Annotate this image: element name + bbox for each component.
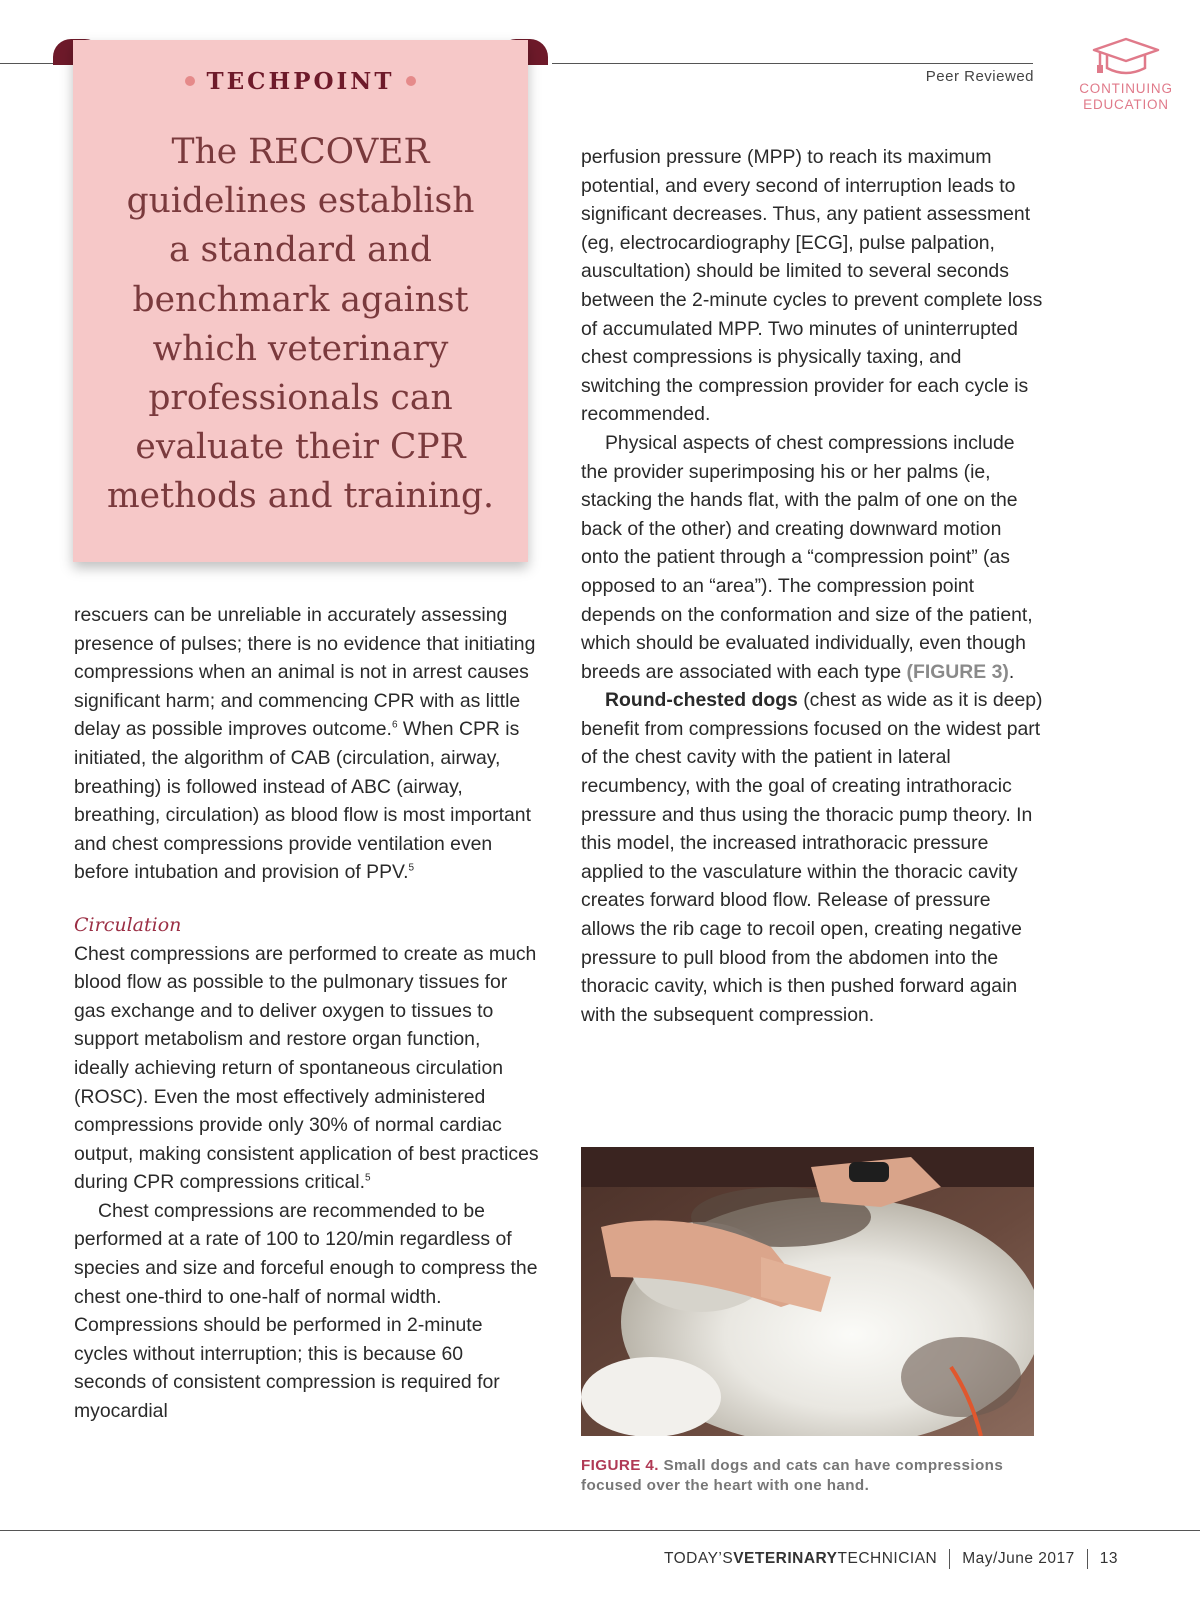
citation-sup: 5: [364, 1172, 371, 1184]
bullet-dot-right: [406, 76, 416, 86]
paragraph: [581, 429, 1043, 686]
brand-suffix: TECHNICIAN: [837, 1550, 938, 1568]
paragraph: [581, 686, 1043, 1029]
right-column: [581, 143, 1043, 1029]
continuing-education-badge: [1063, 36, 1189, 113]
paragraph-text: When CPR is initiated, the algorithm of CAB (circulation, airway, breathing) is followed instead of ABC (airway, breathing, circulation) as blood flow is most important and chest compressions provide ventilation even before intubation and provision of PPV.: [74, 718, 531, 884]
paragraph: [74, 601, 540, 887]
callout-header-text: TECHPOINT: [206, 68, 395, 95]
quote-line: methods and training.: [106, 476, 495, 517]
page-footer: [664, 1549, 1118, 1569]
techpoint-callout: [73, 40, 528, 562]
quote-line: guidelines establish: [126, 181, 475, 222]
quote-line: a standard and: [169, 230, 432, 271]
paragraph-text: .: [1008, 660, 1015, 683]
footer-rule: [0, 1530, 1200, 1531]
footer-separator: [1087, 1549, 1088, 1569]
cat-compression-photo-illustration: [581, 1147, 1034, 1436]
paragraph: [74, 940, 540, 1197]
section-subhead: Circulation: [74, 913, 182, 936]
left-column: [74, 601, 540, 1426]
figure-reference-link[interactable]: (FIGURE 3): [906, 660, 1009, 683]
issue-date: May/June 2017: [962, 1550, 1075, 1568]
paragraph: perfusion pressure (MPP) to reach its maximum potential, and every second of interruption leads to significant decreases. Thus, any patient assessment (eg, electrocardiography [ECG], pulse palpation, auscultation) should be limited to several seconds between the 2-minute cycles to prevent complete loss of accumulated MPP. Two minutes of uninterrupted chest compressions is physically taxing, and switching the compression provider for each cycle is recommended.: [581, 146, 1043, 426]
figure-label: FIGURE 4.: [581, 1457, 659, 1474]
paragraph: Chest compressions are recommended to be performed at a rate of 100 to 120/min regardless of species and size and forceful enough to compress the chest one-third to one-half of normal width. Compressions should be performed in 2-minute cycles without interruption; this is because 60 seconds of consistent compression is required for myocardial: [74, 1199, 538, 1423]
quote-line: benchmark against: [132, 279, 469, 320]
quote-line: The RECOVER: [171, 132, 430, 172]
citation-sup: 5: [408, 862, 415, 874]
paragraph-text: rescuers can be unreliable in accurately assessing presence of pulses; there is no evidence that initiating compressions when an animal is not in arrest causes significant harm; and commencing CPR with as little delay as possible improves outcome.: [74, 604, 536, 741]
footer-separator: [949, 1549, 950, 1569]
callout-header: [73, 68, 528, 95]
quote-line: professionals can: [148, 378, 453, 419]
quote-line: evaluate their CPR: [135, 427, 466, 468]
bullet-dot-left: [185, 76, 195, 86]
ce-line2: EDUCATION: [1083, 97, 1169, 112]
brand-prefix: TODAY’S: [663, 1550, 734, 1568]
paragraph-text: Chest compressions are performed to create as much blood flow as possible to the pulmonary tissues for gas exchange and to deliver oxygen to tissues to support metabolism and restore organ function, ideally achieving return of spontaneous circulation (ROSC). Even the most effectively administered compressions provide only 30% of normal cardiac output, making consistent application of best practices during CPR compressions critical.: [74, 942, 539, 1194]
paragraph-text: (chest as wide as it is deep) benefit from compressions focused on the widest part of the chest cavity with the patient in lateral recumbency, with the goal of creating intrathoracic pressure and thus using the thoracic pump theory. In this model, the increased intrathoracic pressure applied to the vasculature within the thoracic cavity creates forward blood flow. Release of pressure allows the rib cage to recoil open, creating negative pressure to pull blood from the abdomen into the thoracic cavity, which is then pushed forward again with the subsequent compression.: [581, 689, 1043, 1026]
citation-sup: 6: [391, 719, 398, 731]
bold-term: Round-chested dogs: [605, 689, 798, 712]
peer-reviewed-label: Peer Reviewed: [925, 68, 1034, 85]
caption-text: Small dogs and cats can have compressions focused over the heart with one hand.: [581, 1457, 1004, 1494]
page-number: 13: [1099, 1550, 1118, 1568]
figure-caption: [581, 1456, 1041, 1496]
ce-line1: CONTINUING: [1079, 81, 1173, 96]
paragraph-text: Physical aspects of chest compressions include the provider superimposing his or her palms (ie, stacking the hands flat, with the palm of one on the back of the other) and creating downward motion onto the patient through a “compression point” (as opposed to an “area”). The compression point depends on the conformation and size of the patient, which should be evaluated individually, even though breeds are associated with each type: [581, 431, 1033, 683]
header-rule-left: [0, 63, 60, 64]
quote-line: which veterinary: [152, 328, 449, 369]
graduation-cap-icon: [1091, 36, 1161, 78]
brand-bold: VETERINARY: [733, 1550, 838, 1568]
figure-4-photo: [581, 1147, 1034, 1436]
callout-quote: [93, 128, 508, 522]
header-rule-right: [552, 63, 1033, 64]
